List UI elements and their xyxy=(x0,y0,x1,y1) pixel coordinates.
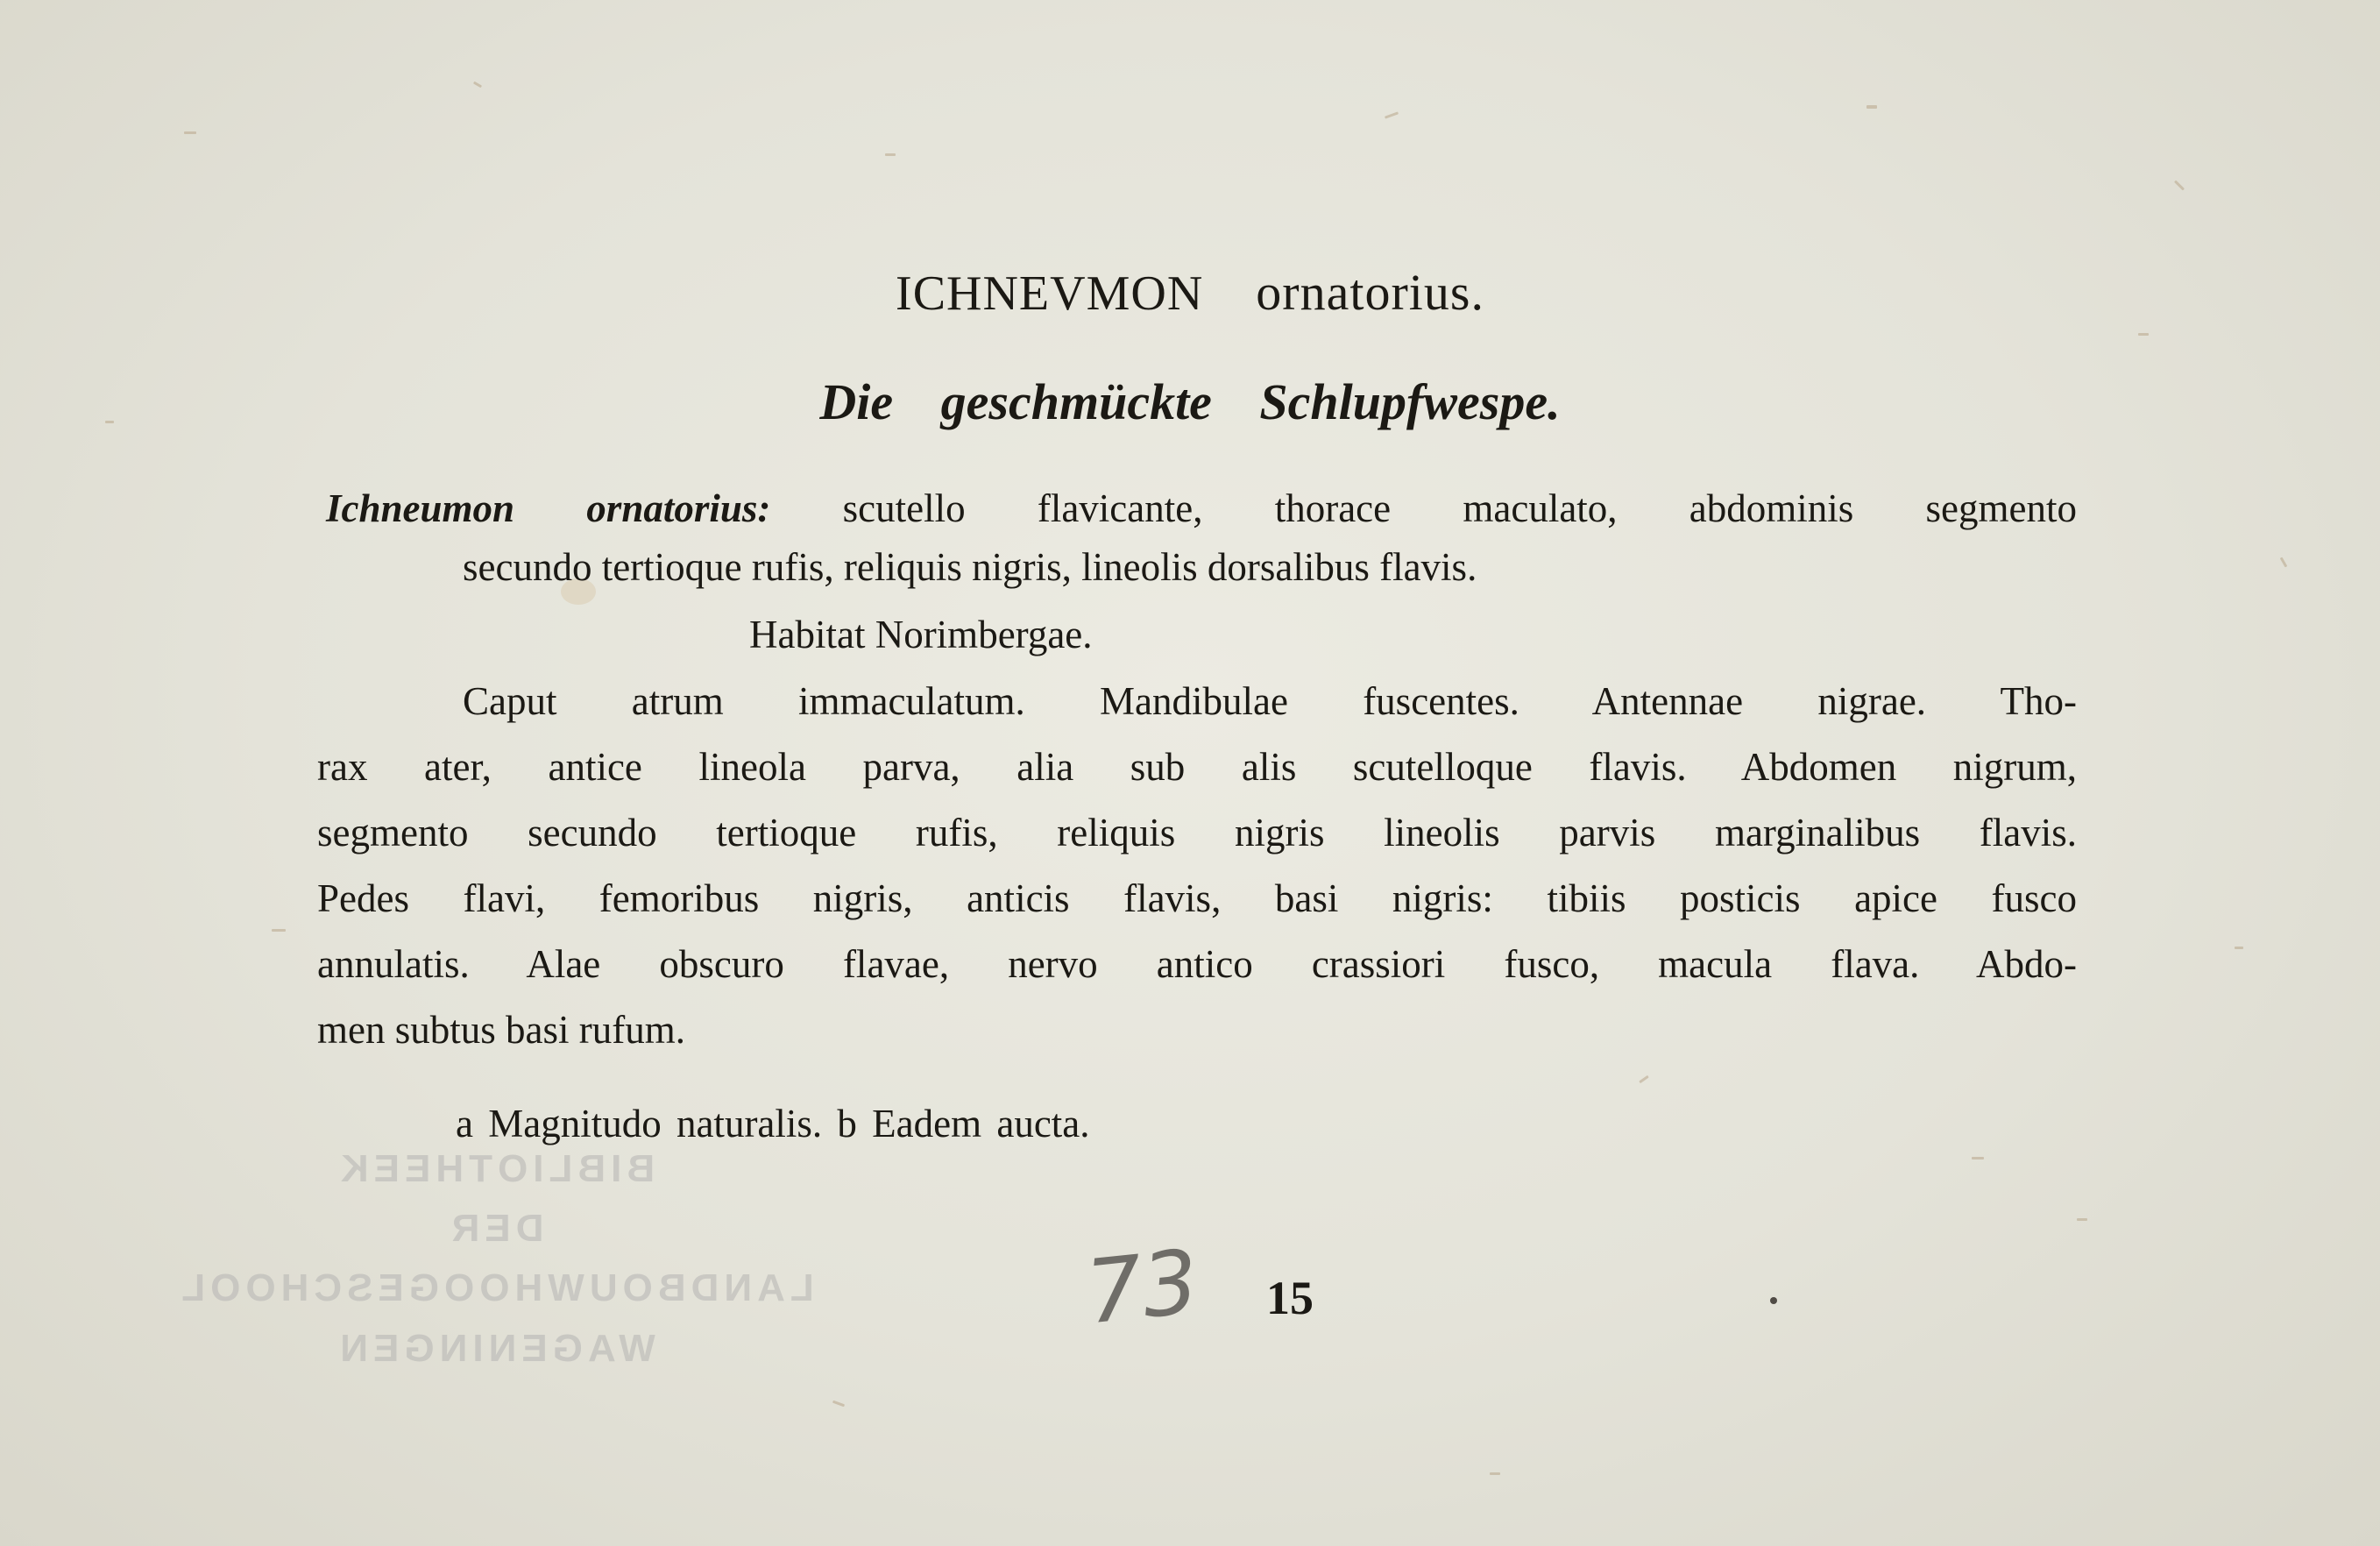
description-line: segmento secundo tertioque rufis, reliquis nigris lineolis parvis marginalibus flavis. xyxy=(317,811,2077,855)
habitat-line: Habitat Norimbergae. xyxy=(749,613,1093,656)
figure-caption: a Magnitudo naturalis. b Eadem aucta. xyxy=(456,1102,1090,1145)
description-line: annulatis. Alae obscuro flavae, nervo antico crassiori fusco, macula flava. Abdo- xyxy=(317,942,2077,986)
description-line: Pedes flavi, femoribus nigris, anticis flavis, basi nigris: tibiis posticis apice fusco xyxy=(317,876,2077,920)
description-line: men subtus basi rufum. xyxy=(317,1008,685,1052)
description-line: Caput atrum immaculatum. Mandibulae fuscentes. Antennae nigrae. Tho- xyxy=(463,679,2077,723)
page-number: 15 xyxy=(1266,1272,1314,1324)
diagnosis-line-1 xyxy=(326,486,2077,530)
species-name: ornatorius. xyxy=(1256,264,1484,321)
german-subtitle: Die geschmückte Schlupfwespe. xyxy=(819,373,1561,430)
diagnosis-species-name: Ichneumon ornatorius: xyxy=(326,486,771,530)
library-stamp: BIBLIOTHEEK DER LANDBOUWHOOGESCHOOL WAGENINGEN xyxy=(176,1147,814,1370)
handwritten-number: 73 xyxy=(1081,1230,1204,1344)
diagnosis-line-2: secundo tertioque rufis, reliquis nigris, lineolis dorsalibus flavis. xyxy=(463,545,1477,589)
page-title xyxy=(0,263,2380,322)
description-line: rax ater, antice lineola parva, alia sub alis scutelloque flavis. Abdomen nigrum, xyxy=(317,745,2077,789)
genus-name: ICHNEVMON xyxy=(896,266,1204,321)
diagnosis-text: scutello flavicante, thorace maculato, abdominis segmento xyxy=(842,486,2077,530)
